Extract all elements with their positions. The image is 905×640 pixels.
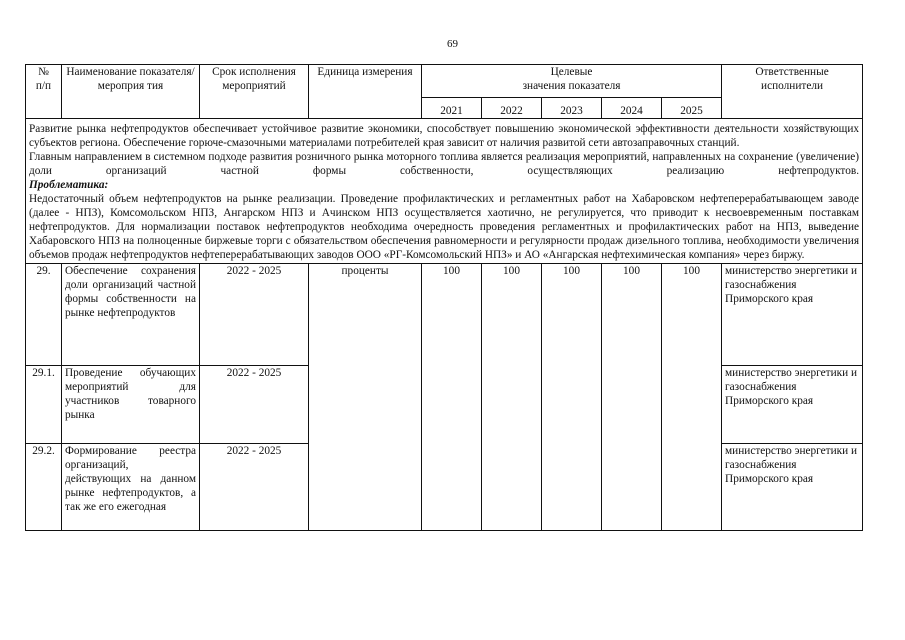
intro-paragraph-2: Главным направлением в системном подходе развития розничного рынка моторного топлива является реализация мероприятий, направленных на сохранение (увеличение) доли организаций частной формы собственности, осуществляющих реализацию нефтепродуктов. xyxy=(29,151,860,177)
year-cell: 2023 xyxy=(542,98,602,119)
row-responsible: министерство энергетики и газоснабжения Приморского края xyxy=(722,366,863,444)
row-term: 2022 - 2025 xyxy=(200,444,309,531)
header-num: № п/п xyxy=(26,65,62,119)
intro-row xyxy=(26,119,863,264)
year-cell: 2021 xyxy=(422,98,482,119)
row-number: 29.2. xyxy=(26,444,62,531)
row-name: Формирование реестра организаций, действующих на данном рынке нефтепродуктов, а так же его ежегодная xyxy=(62,444,200,531)
row-term: 2022 - 2025 xyxy=(200,264,309,366)
header-targets: Целевые значения показателя xyxy=(422,65,722,98)
row-value-2021: 100 xyxy=(422,264,482,531)
header-term: Срок исполнения мероприятий xyxy=(200,65,309,119)
problem-label: Проблематика: xyxy=(29,179,109,191)
row-value-2022: 100 xyxy=(482,264,542,531)
row-responsible: министерство энергетики и газоснабжения Приморского края xyxy=(722,444,863,531)
row-value-2023: 100 xyxy=(542,264,602,531)
intro-cell xyxy=(26,119,863,264)
row-value-2024: 100 xyxy=(602,264,662,531)
row-name: Обеспечение сохранения доли организаций частной формы собственности на рынке нефтепродуктов xyxy=(62,264,200,366)
header-name: Наименование показателя/мероприя тия xyxy=(62,65,200,119)
page-number: 69 xyxy=(447,38,458,50)
intro-paragraph-1: Развитие рынка нефтепродуктов обеспечивает устойчивое развитие экономики, способствует повышению экономической эффективности деятельности хозяйствующих субъектов региона. Обеспечение горюче-смазочными материалами потребителей края зависит от наличия развитой сети автозаправочных станций. xyxy=(29,123,860,149)
year-cell: 2025 xyxy=(662,98,722,119)
intro-paragraph-3: Недостаточный объем нефтепродуктов на рынке реализации. Проведение профилактических и регламентных работ на Хабаровском нефтеперерабатывающем заводе (далее - НПЗ), Комсомольском НПЗ, Ангарском НПЗ и Ачинском НПЗ осуществляется хаотично, не регулируется, что приводит к несвоевременным поставкам нефтепродуктов. Для нормализации поставок нефтепродуктов необходима очередность проведения регламентных и профилактических работ на НПЗ, выведение Хабаровского НПЗ на полноценные биржевые торги с обязательством обеспечения равномерности и регулярности продаж дизельного топлива, необходимости увеличения объемов продаж нефтепродуктов нефтеперерабатывающих заводов ООО «РГ-Комсомольский НПЗ» и АО «Ангарская нефтехимическая компания» через биржу. xyxy=(29,193,860,261)
row-term: 2022 - 2025 xyxy=(200,366,309,444)
row-unit: проценты xyxy=(309,264,422,531)
year-cell: 2024 xyxy=(602,98,662,119)
row-value-2025: 100 xyxy=(662,264,722,531)
header-unit: Единица измерения xyxy=(309,65,422,119)
table-header-row xyxy=(26,65,863,98)
year-cell: 2022 xyxy=(482,98,542,119)
row-number: 29. xyxy=(26,264,62,366)
header-responsible: Ответственные исполнители xyxy=(722,65,863,119)
table-row xyxy=(26,264,863,366)
row-name: Проведение обучающих мероприятий для участников товарного рынка xyxy=(62,366,200,444)
row-number: 29.1. xyxy=(26,366,62,444)
row-responsible: министерство энергетики и газоснабжения Приморского края xyxy=(722,264,863,366)
indicators-table xyxy=(25,64,863,531)
